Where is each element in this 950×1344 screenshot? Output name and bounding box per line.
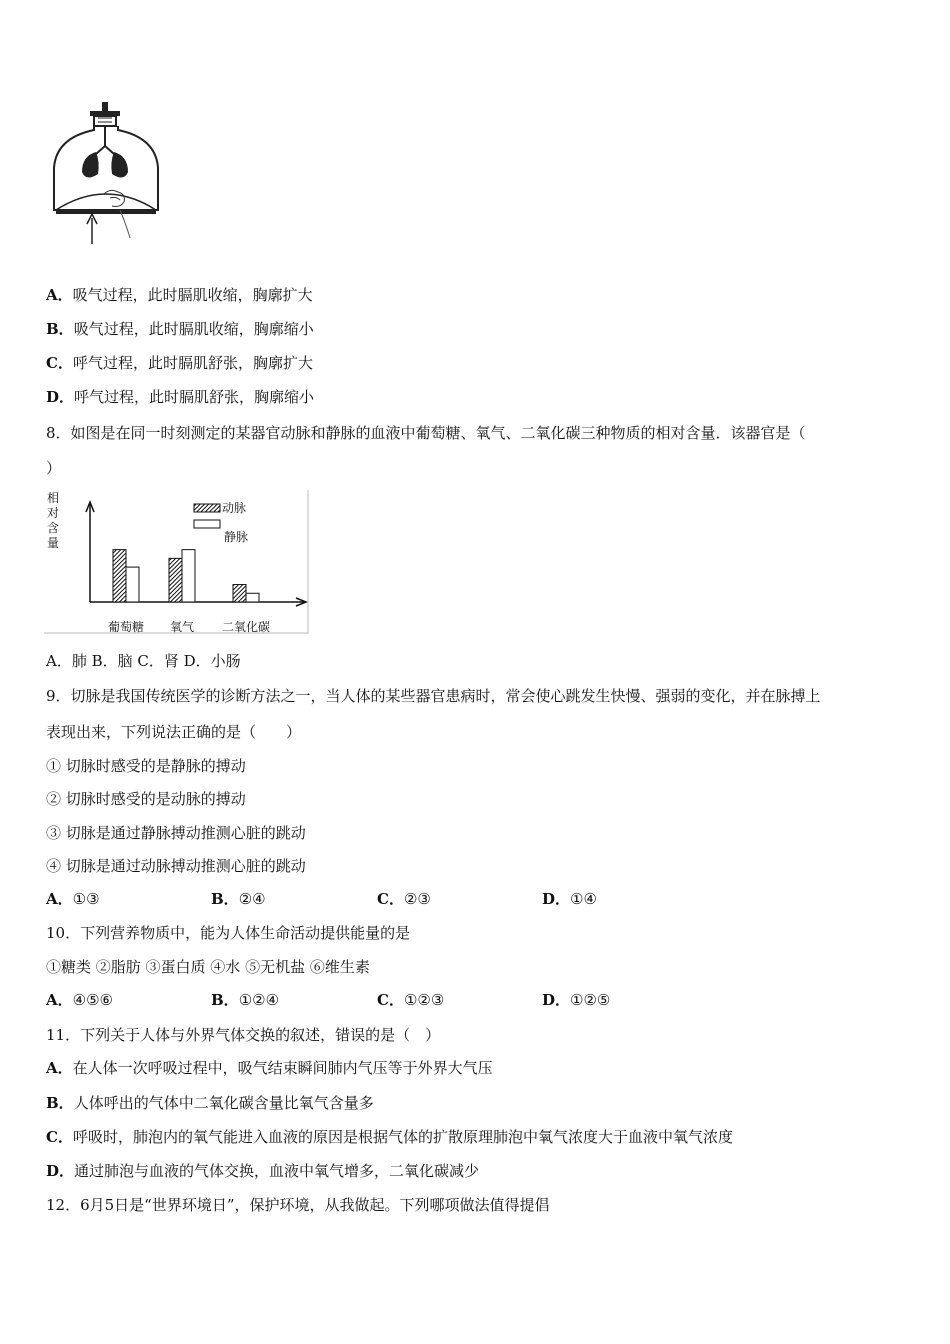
legend-label-vein: 静脉 [224, 530, 249, 544]
q9-statement-3: ③ 切脉是通过静脉搏动推测心脏的跳动 [46, 824, 306, 842]
q11-option-a: A．在人体一次呼吸过程中，吸气结束瞬间肺内气压等于外界大气压 [46, 1059, 493, 1077]
chart-ylabel-2: 对 [47, 506, 60, 520]
q8-options: A．肺 B．脑 C．肾 D．小肠 [46, 652, 241, 670]
q9-option-b: B．②④ [211, 890, 266, 908]
q9-statement-1: ① 切脉时感受的是静脉的搏动 [46, 757, 246, 775]
q11-option-c: C．呼吸时，肺泡内的氧气能进入血液的原因是根据气体的扩散原理肺泡中氧气浓度大于血液中氧气浓度 [46, 1128, 733, 1146]
q10-option-c: C．①②③ [377, 991, 445, 1009]
q9-statement-4: ④ 切脉是通过动脉搏动推测心脏的跳动 [46, 857, 306, 875]
bar-葡萄糖-动脉 [113, 550, 126, 602]
q8-stem-line2: ） [46, 459, 62, 477]
x-tick-label: 葡萄糖 [107, 620, 145, 634]
q7-option-c: C．呼气过程，此时膈肌舒张，胸廓扩大 [46, 354, 313, 372]
x-tick-label: 二氧化碳 [221, 620, 271, 634]
bar-氧气-动脉 [169, 558, 182, 602]
bar-二氧化碳-动脉 [233, 585, 246, 602]
q9-option-d: D．①④ [542, 890, 597, 908]
q10-option-a: A．④⑤⑥ [46, 991, 113, 1009]
bar-葡萄糖-静脉 [126, 567, 139, 602]
q9-stem-line1: 9．切脉是我国传统医学的诊断方法之一，当人体的某些器官患病时，常会使心跳发生快慢、强弱的变化，并在脉搏上 [46, 687, 821, 705]
q7-option-a: A．吸气过程，此时膈肌收缩，胸廓扩大 [46, 286, 313, 304]
q9-stem-line2: 表现出来，下列说法正确的是（ ） [46, 723, 302, 741]
q12-stem: 12．6月5日是“世界环境日”，保护环境，从我做起。下列哪项做法值得提倡 [46, 1196, 550, 1214]
q10-option-b: B．①②④ [211, 991, 280, 1009]
x-tick-label: 氧气 [169, 620, 195, 634]
chart-ylabel-3: 含 [47, 521, 60, 535]
q11-stem: 11．下列关于人体与外界气体交换的叙述，错误的是（ ） [46, 1026, 441, 1044]
legend-swatch-vein [194, 520, 220, 528]
q7-option-b: B．吸气过程，此时膈肌收缩，胸廓缩小 [46, 320, 314, 338]
q8-stem-line1: 8．如图是在同一时刻测定的某器官动脉和静脉的血液中葡萄糖、氧气、二氧化碳三种物质的相对含量．该器官是（ [46, 424, 806, 442]
q7-option-d: D．呼气过程，此时膈肌舒张，胸廓缩小 [46, 388, 315, 406]
q11-option-d: D．通过肺泡与血液的气体交换，血液中氧气增多，二氧化碳减少 [46, 1162, 480, 1180]
q11-option-b: B．人体呼出的气体中二氧化碳含量比氧气含量多 [46, 1094, 374, 1112]
bell-jar-figure [46, 98, 166, 248]
q9-option-c: C．②③ [377, 890, 431, 908]
bar-氧气-静脉 [182, 550, 195, 602]
q9-statement-2: ② 切脉时感受的是动脉的搏动 [46, 790, 246, 808]
bar-二氧化碳-静脉 [246, 593, 259, 602]
q8-bar-chart [44, 490, 310, 636]
legend-swatch-artery [194, 504, 220, 512]
q9-option-a: A．①③ [46, 890, 100, 908]
chart-ylabel-1: 相 [47, 491, 60, 505]
q10-items: ①糖类 ②脂肪 ③蛋白质 ④水 ⑤无机盐 ⑥维生素 [46, 958, 370, 976]
chart-ylabel-4: 量 [47, 536, 60, 550]
legend-label-artery: 动脉 [222, 501, 247, 515]
q10-stem: 10．下列营养物质中，能为人体生命活动提供能量的是 [46, 924, 411, 942]
q10-option-d: D．①②⑤ [542, 991, 611, 1009]
